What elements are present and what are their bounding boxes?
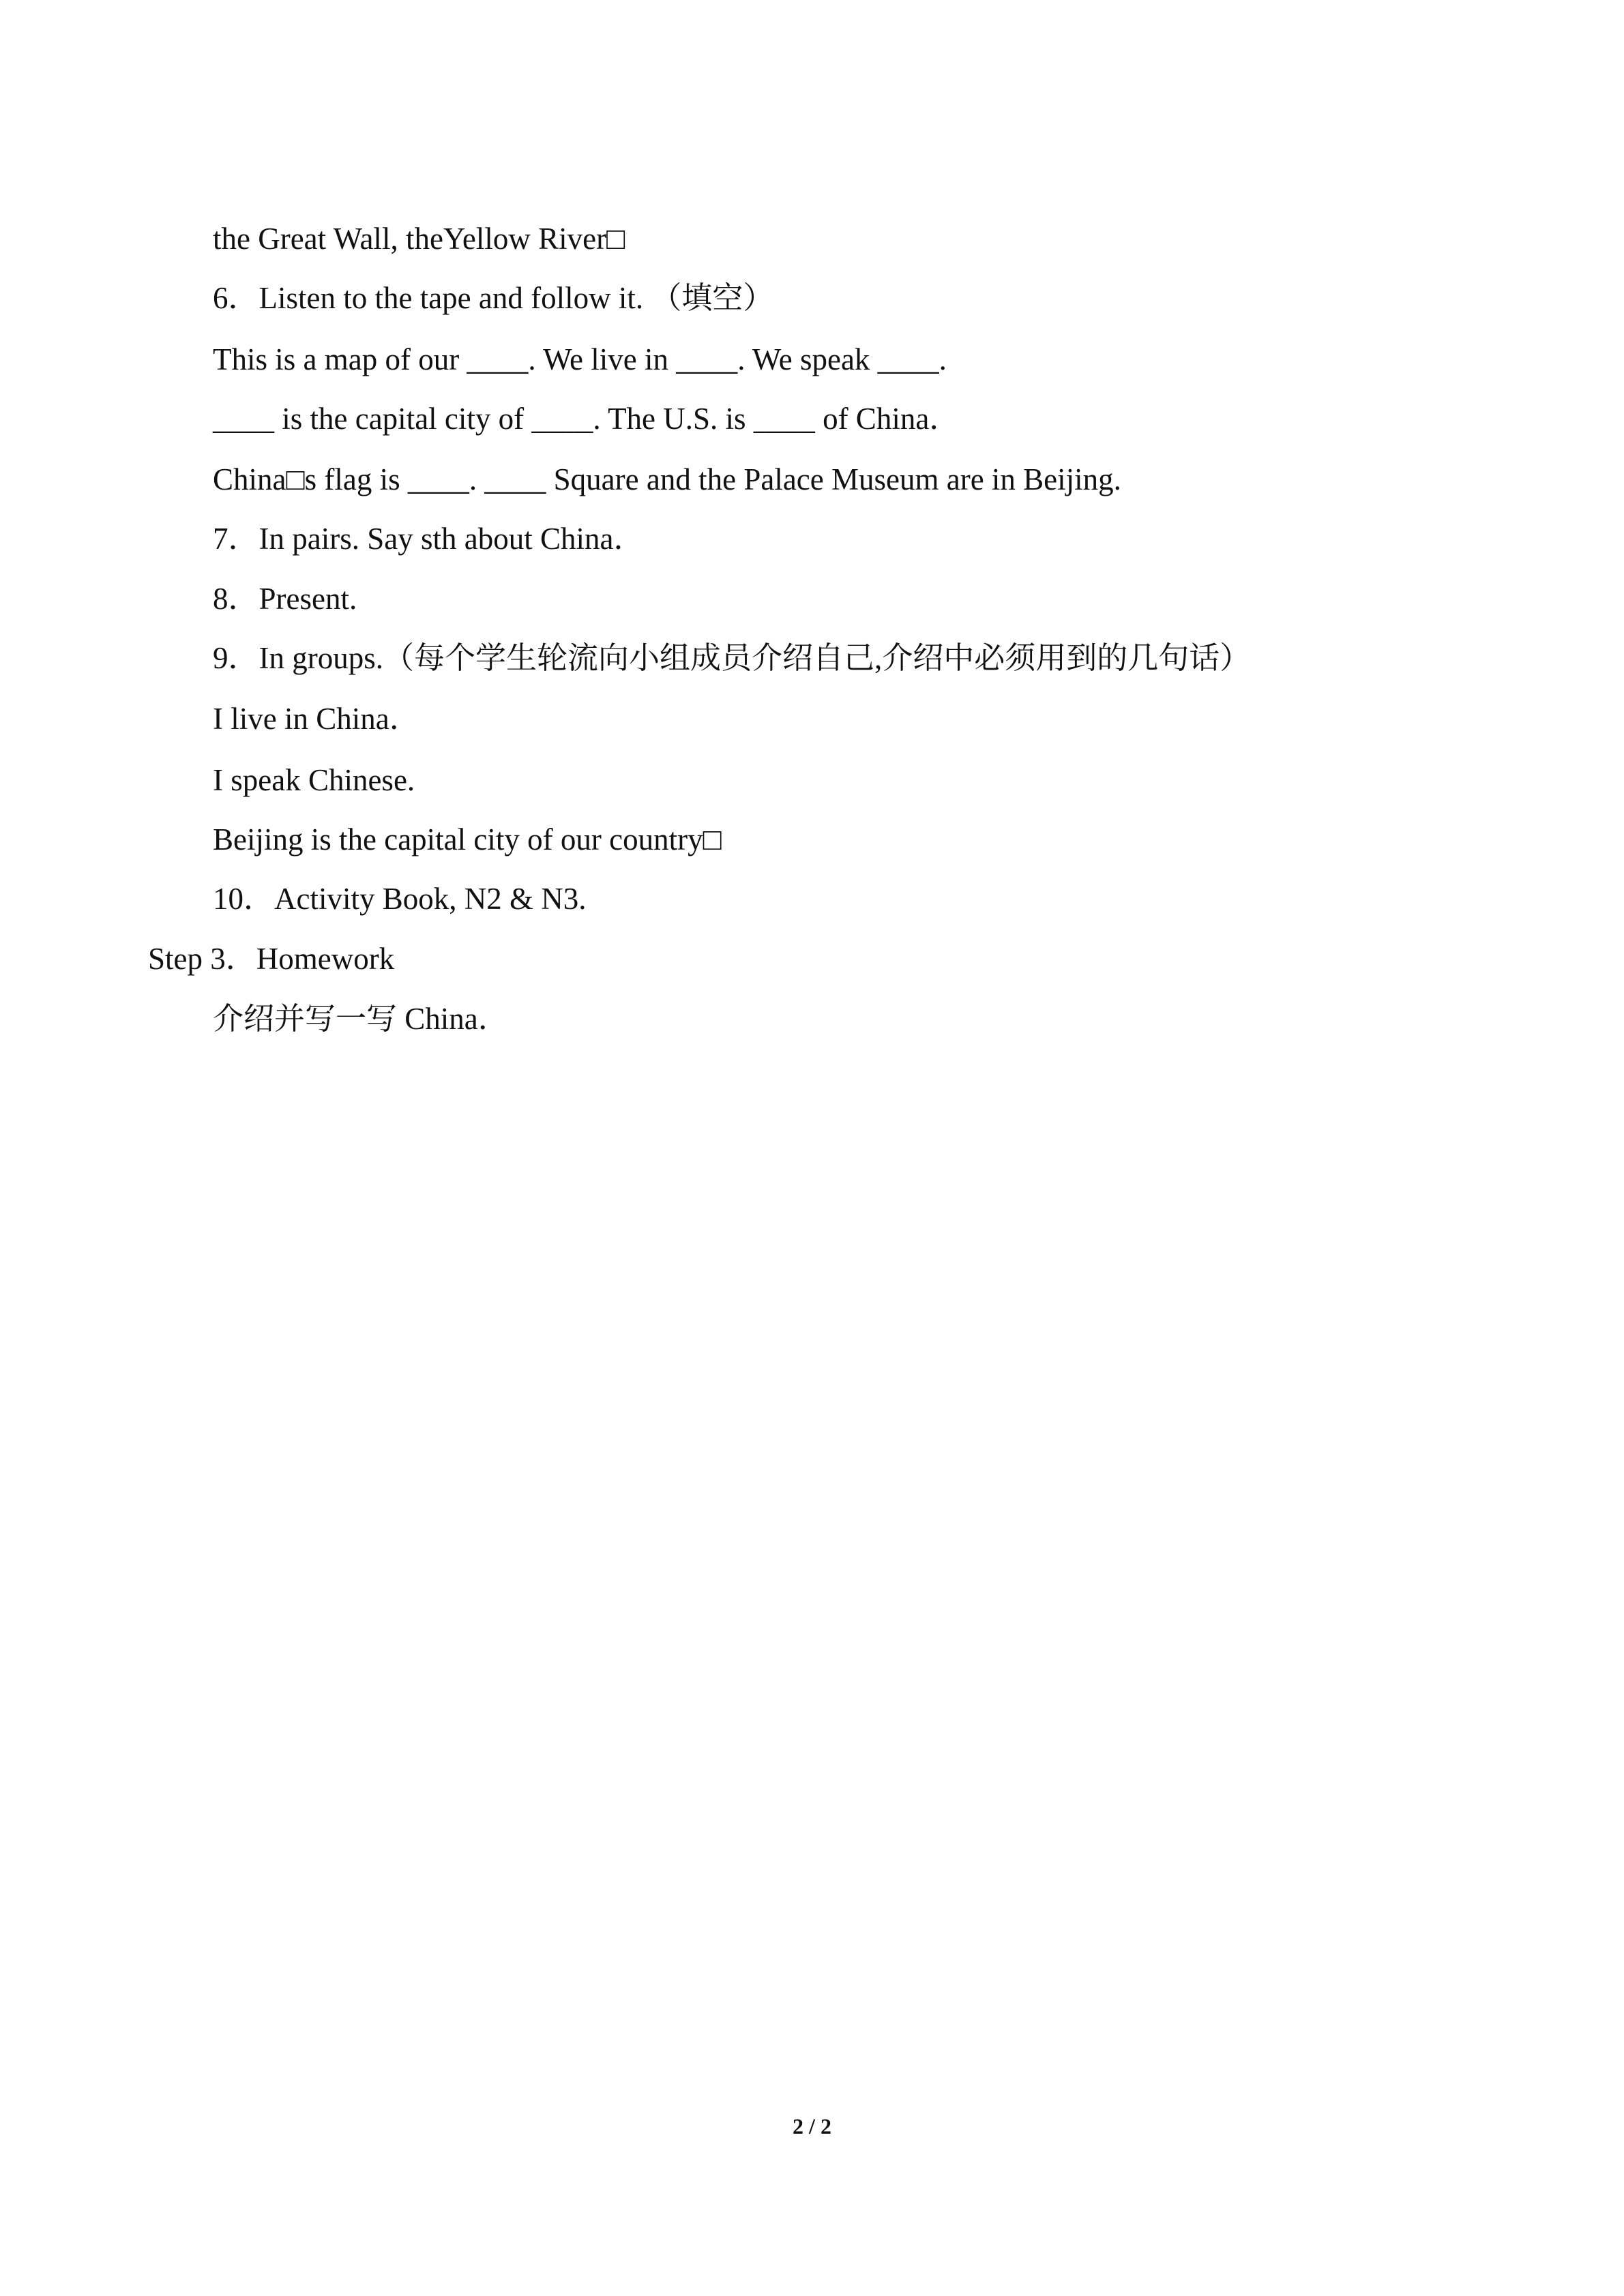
sentence-live-in-china: I live in China． bbox=[213, 702, 420, 736]
page-number: 2 / 2 bbox=[793, 2114, 831, 2138]
item-10-activity-book: 10．Activity Book, N2 & N3. bbox=[213, 882, 587, 916]
fill-in-line-1: This is a map of our ____. We live in ____. We speak ____. bbox=[213, 342, 947, 376]
item-7-pairs: 7．In pairs. Say sth about China． bbox=[213, 522, 645, 556]
sentence-speak-chinese: I speak Chinese. bbox=[213, 763, 415, 797]
text-line-great-wall: the Great Wall, theYellow River□ bbox=[213, 222, 625, 256]
fill-in-line-2: ____ is the capital city of ____. The U.S. is ____ of China． bbox=[213, 402, 960, 436]
item-6-listen: 6．Listen to the tape and follow it. （填空） bbox=[213, 281, 774, 315]
item-9-groups: 9．In groups.（每个学生轮流向小组成员介绍自己,介绍中必须用到的几句话） bbox=[213, 641, 1251, 675]
item-8-present: 8．Present. bbox=[213, 582, 357, 616]
homework-instruction: 介绍并写一写 China． bbox=[213, 1002, 509, 1036]
step-3-heading: Step 3．Homework bbox=[148, 942, 395, 976]
fill-in-line-3: China□s flag is ____. ____ Square and the Palace Museum are in Beijing. bbox=[213, 462, 1121, 496]
sentence-beijing-capital: Beijing is the capital city of our country□ bbox=[213, 822, 722, 856]
